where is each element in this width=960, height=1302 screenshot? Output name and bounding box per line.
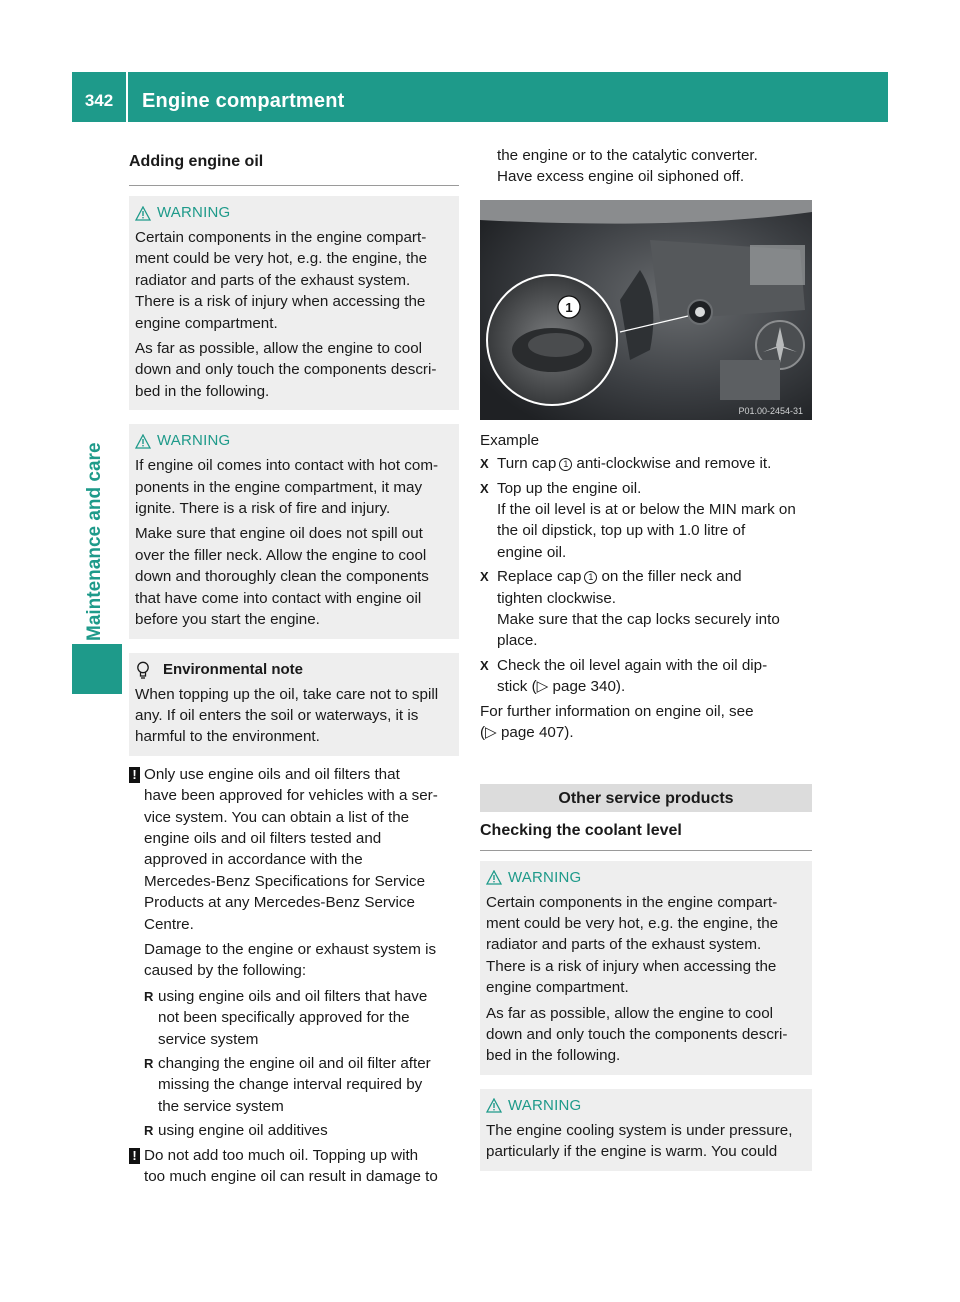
warning-text: The engine cooling system is under pressure, particularly if the engine is warm. You could bbox=[486, 1121, 793, 1161]
warning-icon bbox=[486, 870, 502, 885]
step-arrow-icon: X bbox=[480, 480, 489, 496]
side-tab-marker bbox=[72, 644, 122, 694]
warning-text: Make sure that engine oil does not spill out over the filler neck. Allow the engine to cool down and thoroughly clean the components that have come into contact with engine oil before you start the engine. bbox=[135, 525, 429, 629]
warning-text: As far as possible, allow the engine to cool down and only touch the components descri- bed in the following. bbox=[135, 340, 437, 400]
step-item: X Top up the engine oil. If the oil level is at or below the MIN mark on the oil dipstick, top up with 1.0 litre of engine oil. bbox=[480, 479, 796, 561]
page-number: 342 bbox=[84, 91, 114, 110]
notice-text: Only use engine oils and oil filters that have been approved for vehicles with a ser- vice system. You can obtain a list of the engine oils and oil filters tested and approved in accordance with the Mercedes-Benz Specifications for Service Products at any Mercedes-Benz Service Centre. bbox=[144, 765, 438, 933]
step-item: X Turn cap 1 anti-clockwise and remove it. bbox=[480, 453, 812, 474]
warning-box-2 bbox=[129, 424, 459, 638]
warning-text: If engine oil comes into contact with hot com- ponents in the engine compartment, it may ignite. There is a risk of fire and injury. bbox=[135, 457, 439, 518]
notice-block-2 bbox=[129, 1145, 459, 1188]
step-arrow-icon: X bbox=[480, 657, 489, 673]
engine-compartment-photo bbox=[480, 200, 812, 420]
page-reference-link[interactable]: stick (▷ page 340). bbox=[497, 678, 626, 696]
step-arrow-icon: X bbox=[480, 569, 489, 585]
step-arrow-icon: X bbox=[480, 456, 489, 472]
warning-icon bbox=[135, 206, 151, 221]
warning-text: Certain components in the engine compart- ment could be very hot, e.g. the engine, the radiator and parts of the exhaust system. There is a risk of injury when accessing the engine compartment. bbox=[486, 893, 779, 997]
section-title-adding-oil: Adding engine oil bbox=[129, 145, 459, 186]
exclamation-icon: ! bbox=[129, 767, 140, 783]
section-title-coolant: Checking the coolant level bbox=[480, 812, 812, 851]
further-info-text: For further information on engine oil, see (▷ page 407). bbox=[480, 702, 754, 742]
step-item: X Replace cap 1 on the filler neck and tighten clockwise. Make sure that the cap locks securely into place. bbox=[480, 568, 780, 650]
warning-icon bbox=[486, 1098, 502, 1113]
notice-text: Do not add too much oil. Topping up with too much engine oil can result in damage to bbox=[144, 1146, 438, 1186]
chapter-title: Engine compartment bbox=[142, 90, 345, 112]
exclamation-icon: ! bbox=[129, 1148, 140, 1164]
warning-text: As far as possible, allow the engine to cool down and only touch the components descri- bed in the following. bbox=[486, 1004, 788, 1065]
continued-text: the engine or to the catalytic converter. Have excess engine oil siphoned off. bbox=[497, 147, 758, 186]
warning-label: WARNING bbox=[157, 432, 231, 450]
step-item: X Check the oil level again with the oil dip- stick (▷ page 340). bbox=[480, 656, 768, 696]
damage-causes-list bbox=[144, 986, 459, 1142]
warning-label: WARNING bbox=[508, 1096, 582, 1114]
notice-text: Damage to the engine or exhaust system is caused by the following: bbox=[144, 940, 437, 980]
photo-code: P01.00-2454-31 bbox=[738, 405, 803, 416]
engine-illustration bbox=[480, 200, 812, 420]
warning-label: WARNING bbox=[157, 204, 231, 221]
warning-box-1 bbox=[129, 196, 459, 410]
lightbulb-icon bbox=[135, 661, 151, 679]
notice-block-1 bbox=[129, 764, 459, 1142]
example-label: Example bbox=[480, 431, 540, 449]
warning-text: Certain components in the engine compart- ment could be very hot, e.g. the engine, the radiator and parts of the exhaust system. There is a risk of injury when accessing the engine compartment. bbox=[135, 229, 428, 332]
page-header bbox=[72, 72, 888, 122]
callout-ref-icon: 1 bbox=[559, 458, 572, 471]
procedure-steps bbox=[480, 453, 812, 697]
bullet-icon: R bbox=[144, 1056, 154, 1071]
header-divider bbox=[126, 72, 128, 122]
warning-box-4 bbox=[480, 1089, 812, 1171]
left-column bbox=[129, 145, 459, 1191]
bullet-icon: R bbox=[144, 1123, 154, 1139]
right-column bbox=[480, 145, 812, 1171]
section-title-other-products: Other service products bbox=[480, 784, 812, 812]
photo-callout-number: 1 bbox=[565, 299, 573, 315]
environmental-note-box bbox=[129, 653, 459, 756]
callout-ref-icon: 1 bbox=[584, 571, 597, 584]
bullet-icon: R bbox=[144, 988, 154, 1004]
warning-icon bbox=[135, 434, 151, 449]
environmental-note-label: Environmental note bbox=[163, 660, 304, 678]
list-item: R using engine oils and oil filters that have not been specifically approved for the service system bbox=[144, 987, 428, 1048]
list-item: R changing the engine oil and oil filter after missing the change interval required by the service system bbox=[144, 1055, 431, 1115]
note-text: When topping up the oil, take care not to spill any. If oil enters the soil or waterways, it is harmful to the environment. bbox=[135, 685, 439, 746]
warning-label: WARNING bbox=[508, 868, 582, 886]
warning-box-3 bbox=[480, 861, 812, 1075]
list-item: R using engine oil additives bbox=[144, 1120, 459, 1141]
